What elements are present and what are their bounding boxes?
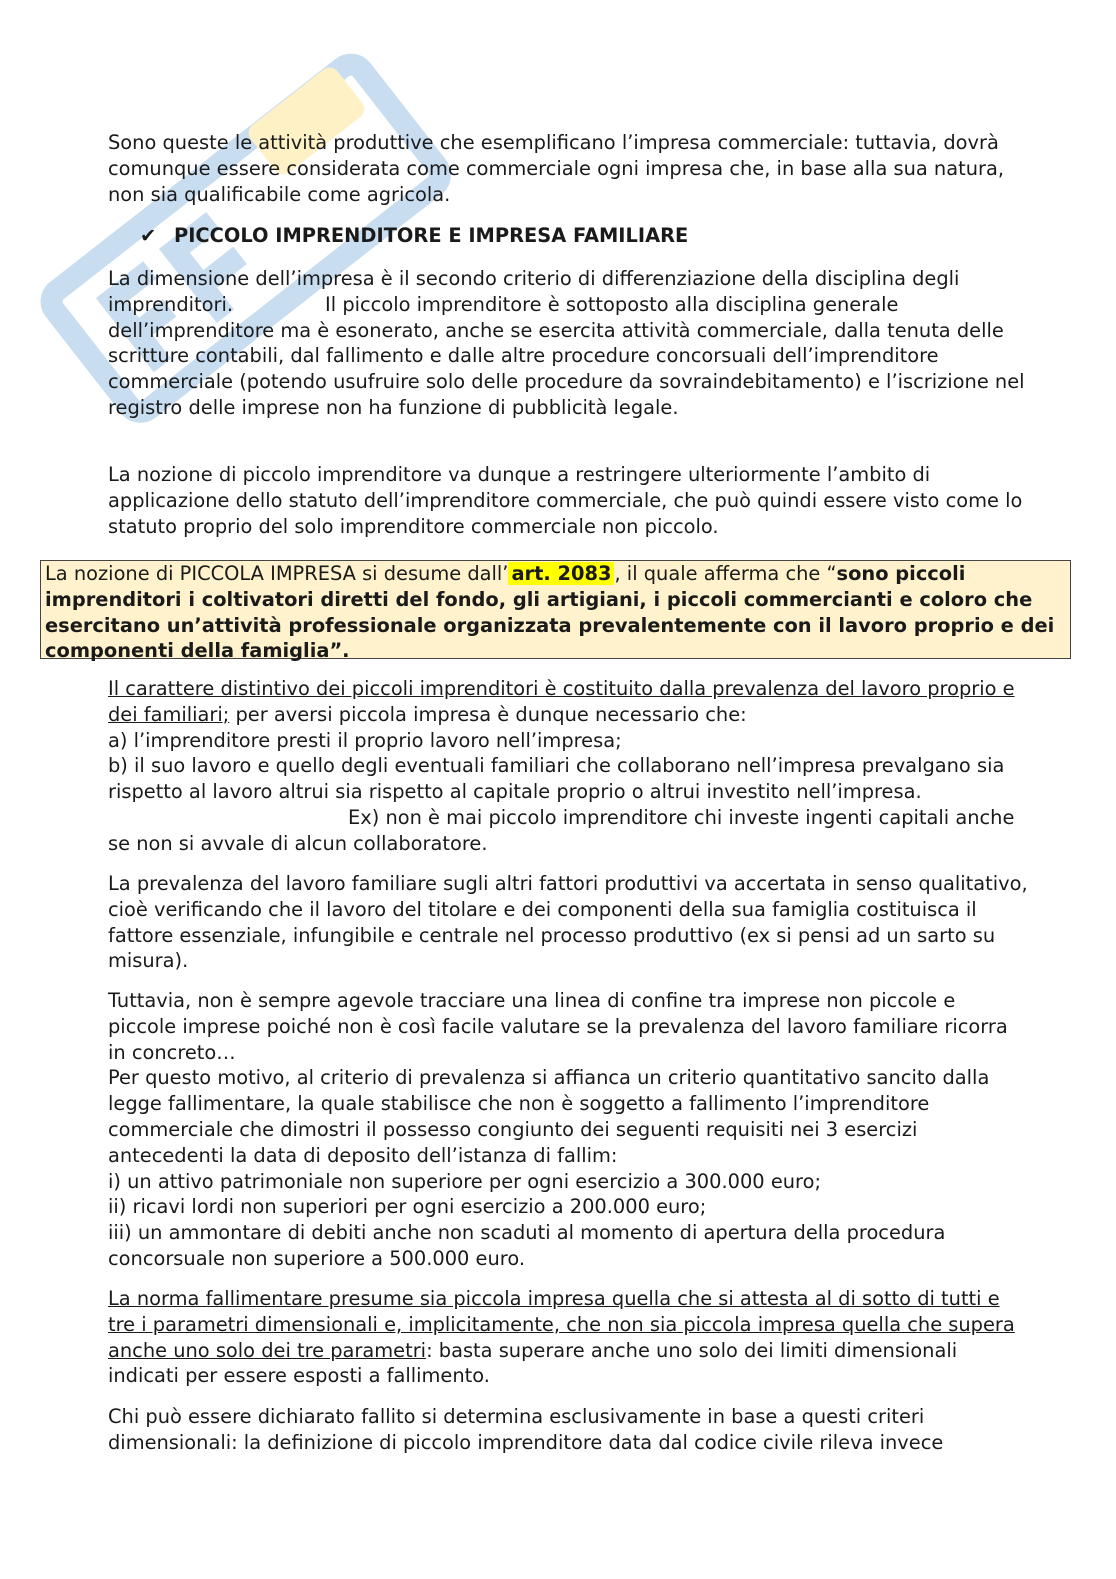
paragraph-dimension bbox=[108, 266, 1028, 421]
paragraph-intro: Sono queste le attività produttive che esemplificano l’impresa commerciale: tuttavia, dovrà comunque essere considerata come commerciale ogni impresa che, in base alla sua natura, non sia qualificabile come agricola. bbox=[108, 131, 1005, 206]
criteria-legal: Per questo motivo, al criterio di prevalenza si affianca un criterio quantitativo sancito dalla legge fallimentare, la quale stabilisce che non è soggetto a fallimento l’imprenditore commerciale che dimostri il possesso congiunto dei seguenti requisiti nei 3 esercizi antecedenti la data di deposito dell’istanza di fallim: bbox=[108, 1066, 990, 1167]
checkmark-icon: ✔ bbox=[140, 224, 157, 247]
paragraph-criteria bbox=[108, 988, 1028, 1272]
requirement-a: a) l’imprenditore presti il proprio lavoro nell’impresa; bbox=[108, 728, 622, 752]
presumption-underlined-1: La norma fallimentare presume sia piccola impresa quella che si attesta al di sotto di tutti e tre i parametri bbox=[108, 1287, 1000, 1336]
paragraph-bankruptcy: Chi può essere dichiarato fallito si determina esclusivamente in base a questi criteri dimensionali: la definizione di piccolo imprenditore data dal codice civile rileva invece bbox=[108, 1405, 944, 1454]
box-mid: , il quale afferma che “ bbox=[614, 562, 837, 585]
box-intro: La nozione di PICCOLA IMPRESA si desume dall’ bbox=[45, 562, 509, 585]
requirement-b-text: b) il suo lavoro e quello degli eventuali familiari che collaborano nell’impresa prevalgano sia rispetto al lavoro altrui sia rispetto al capitale proprio o altrui investito nell’impresa. bbox=[108, 754, 1005, 804]
definition-box bbox=[40, 560, 1071, 663]
presumption-underlined-3: e, implicitamente, che non sia piccola impresa quella che supera anche uno solo dei tre parametri bbox=[108, 1312, 1015, 1362]
distinctive-underlined: Il carattere distintivo dei piccoli imprenditori è costituito dalla prevalenza del lavoro proprio e dei familiari; bbox=[108, 677, 1015, 726]
distinctive-intro bbox=[108, 676, 1028, 728]
article-quote: sono piccoli imprenditori i coltivatori diretti del fondo, gli artigiani, i piccoli commercianti e coloro che esercitano un’attività professionale organizzata prevalentemente con il lavoro proprio e dei componenti della famiglia”. bbox=[45, 562, 1055, 663]
heading-text: PICCOLO IMPRENDITORE E IMPRESA FAMILIARE bbox=[174, 224, 689, 247]
article-reference: art. 2083 bbox=[508, 562, 614, 585]
presumption-rest: : basta superare anche uno solo dei limiti dimensionali indicati per essere esposti a fallimento. bbox=[108, 1338, 958, 1388]
criteria-intro: Tuttavia, non è sempre agevole tracciare una linea di confine tra imprese non piccole e piccole imprese poiché non è così facile valutare se la prevalenza del lavoro familiare ricorra in concreto… bbox=[108, 989, 1008, 1064]
presumption-underlined-2: dimensionali bbox=[254, 1312, 378, 1336]
example-text: Ex) non è mai piccolo imprenditore chi investe ingenti capitali anche se non si avvale di alcun collaboratore. bbox=[108, 805, 1015, 855]
paragraph-distinctive bbox=[108, 676, 1028, 857]
distinctive-rest: per aversi piccola impresa è dunque necessario che: bbox=[229, 702, 747, 726]
section-heading bbox=[140, 223, 688, 249]
paragraph-dimension-a: La dimensione dell’impresa è il secondo criterio di differenziazione della disciplina degli imprenditori. bbox=[108, 267, 960, 316]
paragraph-dimension-b: Il piccolo imprenditore è sottoposto alla disciplina generale dell’imprenditore ma è esonerato, anche se esercita attività commerciale, dalla tenuta delle scritture contabili, dal fallimento e dalle altre procedure concorsuali dell’imprenditore commerciale (potendo usufruire solo delle procedure da sovraindebitamento) e l’iscrizione nel registro delle imprese non ha funzione di pubblicità legale. bbox=[108, 292, 1025, 419]
paragraph-prevalence: La prevalenza del lavoro familiare sugli altri fattori produttivi va accertata in senso qualitativo, cioè verificando che il lavoro del titolare e dei componenti della sua famiglia costituisca il fattore essenziale, infungibile e centrale nel processo produttivo (ex si pensi ad un sarto su misura). bbox=[108, 872, 1028, 973]
criterion-ii: ii) ricavi lordi non superiori per ogni esercizio a 200.000 euro; bbox=[108, 1195, 707, 1219]
criterion-iii: iii) un ammontare di debiti anche non scaduti al momento di apertura della procedura concorsuale non superiore a 500.000 euro. bbox=[108, 1221, 946, 1270]
paragraph-presumption bbox=[108, 1286, 1028, 1389]
requirement-b bbox=[108, 753, 1028, 856]
paragraph-notion: La nozione di piccolo imprenditore va dunque a restringere ulteriormente l’ambito di applicazione dello statuto dell’imprenditore commerciale, che può quindi essere visto come lo statuto proprio del solo imprenditore commerciale non piccolo. bbox=[108, 463, 1023, 538]
criterion-i: i) un attivo patrimoniale non superiore per ogni esercizio a 300.000 euro; bbox=[108, 1169, 821, 1193]
